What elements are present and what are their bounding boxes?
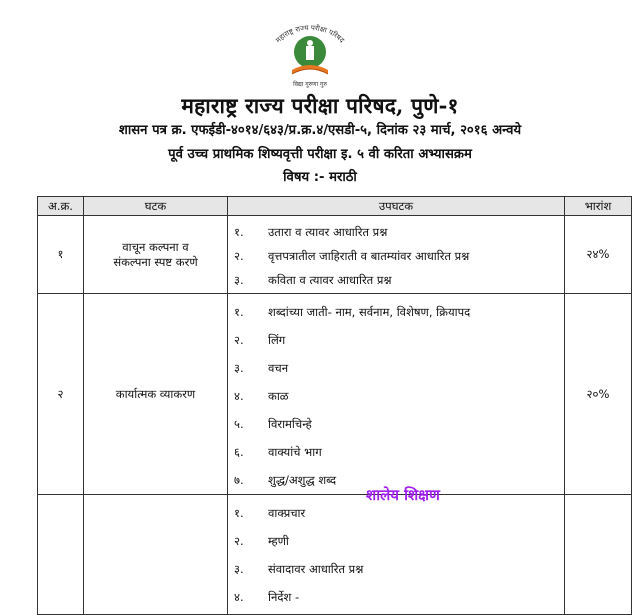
row-subcomponents	[228, 495, 565, 615]
row-component	[84, 495, 228, 615]
row-weight: २०%	[565, 294, 632, 495]
logo-emblem-icon	[262, 18, 358, 94]
row-component	[84, 216, 228, 294]
logo	[262, 18, 358, 94]
row-component: कार्यात्मक व्याकरण	[84, 294, 228, 495]
syllabus-table	[37, 196, 632, 615]
list-item: ४. काळ	[234, 388, 289, 403]
header-weight: भारांश	[565, 197, 632, 216]
list-item: १. शब्दांच्या जाती- नाम, सर्वनाम, विशेषण, क्रियापद	[234, 304, 471, 319]
page-title: महाराष्ट्र राज्य परीक्षा परिषद, पुणे-१	[181, 93, 459, 118]
syllabus-line: पूर्व उच्च प्राथमिक शिष्यवृत्ती परीक्षा इ. ५ वी करिता अभ्यासक्रम	[168, 147, 472, 162]
row-subcomponents	[228, 216, 565, 294]
table-row	[38, 495, 632, 615]
table-row	[38, 294, 632, 495]
list-item: २. लिंग	[234, 332, 286, 347]
row-subcomponents	[228, 294, 565, 495]
list-item: ७. शुद्ध/अशुद्ध शब्द	[234, 472, 337, 487]
list-item: १. वाक्प्रचार	[234, 505, 306, 520]
row-weight	[565, 495, 632, 615]
row-serial: २	[38, 294, 84, 495]
list-item: ४. निर्देश -	[234, 589, 300, 604]
watermark-text: शालेय शिक्षण	[366, 486, 440, 504]
list-item: ३. वचन	[234, 360, 289, 375]
row-serial	[38, 495, 84, 615]
list-item: १. उतारा व त्यावर आधारित प्रश्न	[234, 224, 388, 239]
logo-top-text: महाराष्ट्र राज्य परीक्षा परिषद	[274, 23, 346, 45]
row-serial: १	[38, 216, 84, 294]
row-component-line: संकल्पना स्पष्ट करणे	[113, 254, 198, 269]
list-item: ६. वाक्यांचे भाग	[234, 444, 322, 459]
list-item: ३. संवादावर आधारित प्रश्न	[234, 561, 364, 576]
list-item: ३. कविता व त्यावर आधारित प्रश्न	[234, 272, 392, 287]
row-component-line: वाचून कल्पना व	[122, 239, 189, 254]
header-subcomponent: उपघटक	[228, 197, 565, 216]
header-serial: अ.क्र.	[38, 197, 84, 216]
header-component: घटक	[84, 197, 228, 216]
list-item: ५. विरामचिन्हे	[234, 416, 312, 431]
list-item: २. वृत्तपत्रातील जाहिराती व बातम्यांवर आधारित प्रश्न	[234, 248, 470, 263]
subject-line: विषय :- मराठी	[283, 170, 357, 185]
reference-line: शासन पत्र क्र. एफईडी-४०१४/६४३/प्र.क्र.४/एसडी-५, दिनांक २३ मार्च, २०१६ अन्वये	[118, 123, 522, 138]
logo-motto: विद्या गुरुणा गुरु	[293, 81, 327, 88]
list-item: २. म्हणी	[234, 533, 289, 548]
table-header-row	[38, 197, 632, 216]
table-row	[38, 216, 632, 294]
row-weight: २४%	[565, 216, 632, 294]
